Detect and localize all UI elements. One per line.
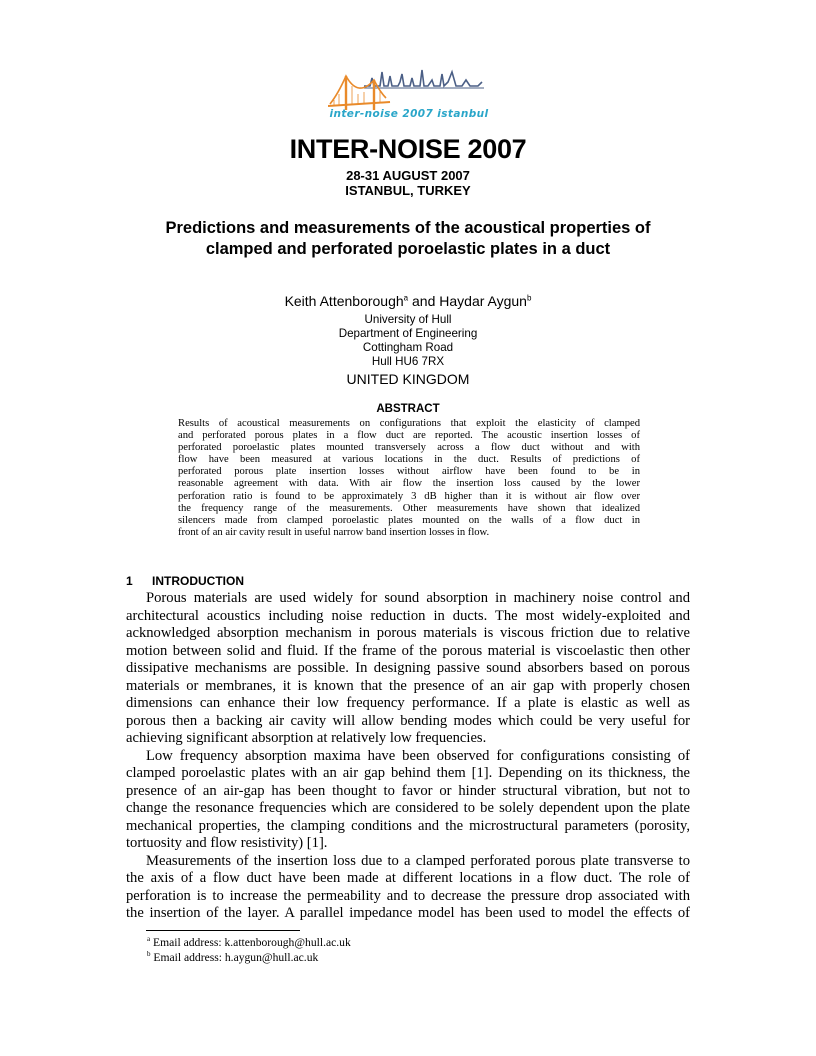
conference-logo [328,64,488,130]
section-heading [126,574,244,588]
footnote [147,935,351,949]
abstract-line: perforated porous plate insertion losses without airflow have been found to be in [178,466,640,478]
affiliation-line: Cottingham Road [362,341,454,354]
body-line: architectural acoustics including noise reduction in ducts. The most widely-exploited and [126,607,690,624]
paper-title-line: clamped and perforated poroelastic plates in a duct [205,240,611,258]
paper-title [0,218,816,260]
body-line: dimensions can enhance their low frequency performance. If a plate is elastic as well as [126,695,690,711]
body-line: tortuosity and flow resistivity) [1]. [126,835,328,851]
footnote [147,950,318,964]
section-title: INTRODUCTION [152,574,244,588]
body-line: dissipative mechanisms are possible. In designing passive sound absorbers based on porous [126,660,690,676]
footnote-divider [146,930,300,931]
body-line: perforation is to increase the permeability and to decrease the pressure drop associated with [126,887,690,904]
logo-wordmark: inter-noise 2007 istanbul [329,108,489,120]
conference-location: ISTANBUL, TURKEY [345,183,471,198]
skyline-wave [364,70,482,86]
body-line: change the resonance frequencies which are considered to be solely dependent upon the plate [126,800,690,816]
paper-title-line: Predictions and measurements of the acoustical properties of [165,219,651,237]
abstract-line: and perforated porous plates in a flow duct are reported. The acoustic insertion losses of [178,430,640,442]
abstract-line: the frequency range of the measurements. Other measurements have shown that idealized [178,502,640,514]
body-line: acknowledged absorption mechanism in porous materials is viscous friction due to relative [126,625,690,641]
author-name: Keith Attenborough [284,293,404,309]
body-line: mechanical properties, the clamping conditions and the microstructural parameters (porosity, [126,817,690,834]
author-line [0,293,816,309]
body-text [126,590,690,923]
abstract-body [178,418,640,539]
body-line: presence of an air-gap has been thought to favor or hinder structural vibration, but not to [126,782,690,799]
body-line: Porous materials are used widely for sound absorption in machinery noise control and [146,590,690,606]
body-line: clamped poroelastic plates with an air gap behind them [1]. Depending on its thickness, the [126,765,690,781]
footnote-mark: a [403,293,409,303]
body-line: materials or membranes, it is known that the presence of an air gap with properly chosen [126,677,690,694]
footnote-text: Email address: k.attenborough@hull.ac.uk [150,935,351,949]
affiliation-line: Department of Engineering [338,327,478,340]
abstract-heading: ABSTRACT [376,403,440,415]
conference-title: INTER-NOISE 2007 [289,134,527,164]
affiliation-line: Hull HU6 7RX [371,355,445,368]
footnote-mark: a [147,935,151,943]
section-number: 1 [126,574,133,588]
abstract-line: silencers made from clamped poroelastic plates mounted on the walls of a flow duct in [178,514,640,526]
abstract-line: flow have been measured at various locations in the duct. Results of predictions of [178,454,640,466]
author-name: and Haydar Aygun [408,293,527,309]
affiliation-country: UNITED KINGDOM [346,371,470,387]
footnote-mark: b [147,950,151,958]
abstract-line: Results of acoustical measurements on configurations that exploit the elasticity of clamped [178,418,640,429]
body-line: Measurements of the insertion loss due to a clamped perforated porous plate transverse to [146,852,690,869]
body-line: porous then a backing air cavity will allow bending modes which could be very useful for [126,712,690,729]
body-line: the axis of a flow duct have been made at different locations in a flow duct. The role of [126,870,690,886]
abstract-line: reasonable agreement with data. With air flow the insertion loss caused by the lower [178,478,640,490]
abstract-line: perforation ratio is found to be approximately 3 dB higher than it is without air flow over [178,490,640,502]
footnote-text: Email address: h.aygun@hull.ac.uk [150,950,319,964]
abstract-line: front of an air cavity result in useful narrow band insertion losses in flow. [178,526,490,538]
affiliation-line: University of Hull [364,313,452,326]
abstract-line: perforated poroelastic plates mounted transversely across a flow duct without and with [178,442,640,454]
body-line: motion between solid and fluid. If the frame of the porous material is viscoelastic then other [126,642,690,659]
body-line: achieving significant absorption at relatively low frequencies. [126,730,487,746]
body-line: the insertion of the layer. A parallel impedance model has been used to model the effects of [126,905,690,921]
conference-dates: 28-31 AUGUST 2007 [346,168,470,183]
footnote-mark: b [526,293,532,303]
body-line: Low frequency absorption maxima have been observed for configurations consisting of [146,747,690,764]
